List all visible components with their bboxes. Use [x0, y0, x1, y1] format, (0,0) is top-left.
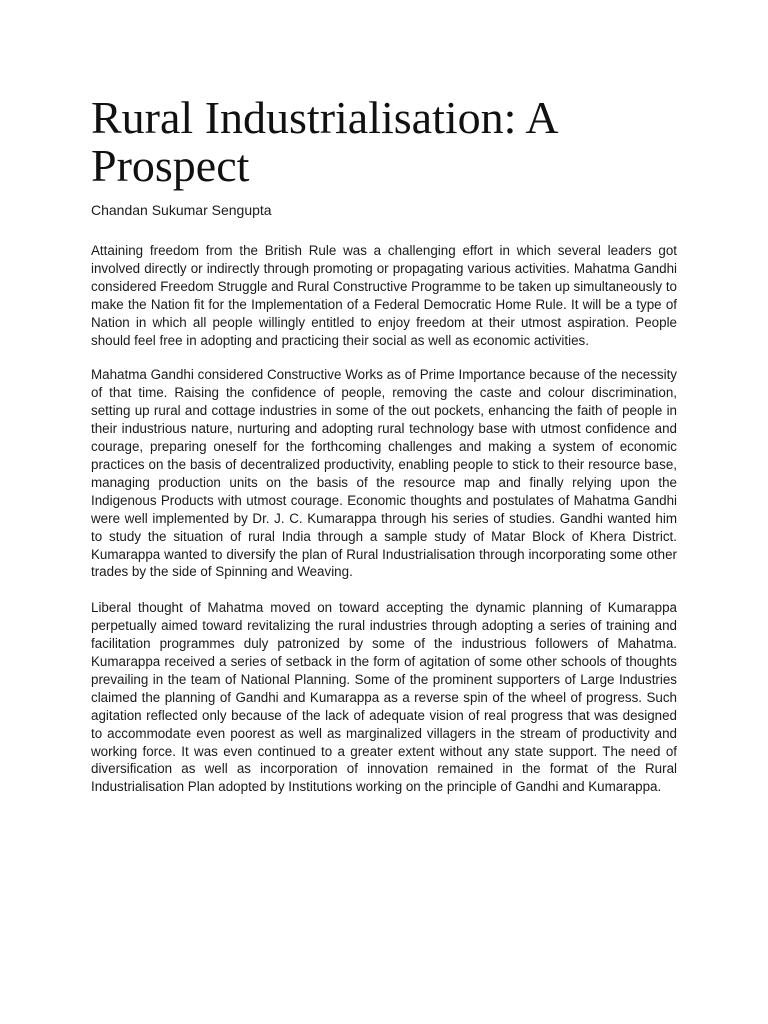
document-author: Chandan Sukumar Sengupta — [91, 202, 272, 218]
paragraph-1: Attaining freedom from the British Rule was a challenging effort in which several leaders got involved directly or indirectly through promoting or propagating various activities. Mahatma Gandhi considered Freedom Struggle and Rural Constructive Programme to be taken up simultaneously to make the Nation fit for the Implementation of a Federal Democratic Home Rule. It will be a type of Nation in which all people willingly entitled to enjoy freedom at their utmost aspiration. People should feel free in adopting and practicing their social as well as economic activities. — [91, 243, 677, 348]
document-body — [91, 94, 677, 796]
paragraph-3: Liberal thought of Mahatma moved on toward accepting the dynamic planning of Kumarappa perpetually aimed toward revitalizing the rural industries through adopting a series of training and facilitation programmes duly patronized by some of the industrious followers of Mahatma. Kumarappa received a series of setback in the form of agitation of some other schools of thoughts prevailing in the team of National Planning. Some of the prominent supporters of Large Industries claimed the planning of Gandhi and Kumarappa as a reverse spin of the wheel of progress. Such agitation reflected only because of the lack of adequate vision of real progress that was designed to accommodate even poorest as well as marginalized villagers in the stream of productivity and working force. It was even continued to a greater extent without any state support. The need of diversification as well as incorporation of innovation remained in the format of the Rural Industrialisation Plan adopted by Institutions working on the principle of Gandhi and Kumarappa. — [91, 600, 677, 795]
document-title: Rural Industrialisation: A Prospect — [91, 92, 557, 191]
paragraph-2: Mahatma Gandhi considered Constructive Works as of Prime Importance because of the necessity of that time. Raising the confidence of people, removing the caste and colour discrimination, setting up rural and cottage industries in some of the out pockets, enhancing the faith of people in their industrious nature, nurturing and adopting rural technology base with utmost confidence and courage, preparing oneself for the forthcoming challenges and making a system of economic practices on the basis of decentralized productivity, enabling people to stick to their resource base, managing production units on the basis of the resource map and finally relying upon the Indigenous Products with utmost courage. Economic thoughts and postulates of Mahatma Gandhi were well implemented by Dr. J. C. Kumarappa through his series of studies. Gandhi wanted him to study the situation of rural India through a sample study of Matar Block of Khera District. Kumarappa wanted to diversify the plan of Rural Industrialisation through incorporating some other trades by the side of Spinning and Weaving. — [91, 367, 677, 580]
